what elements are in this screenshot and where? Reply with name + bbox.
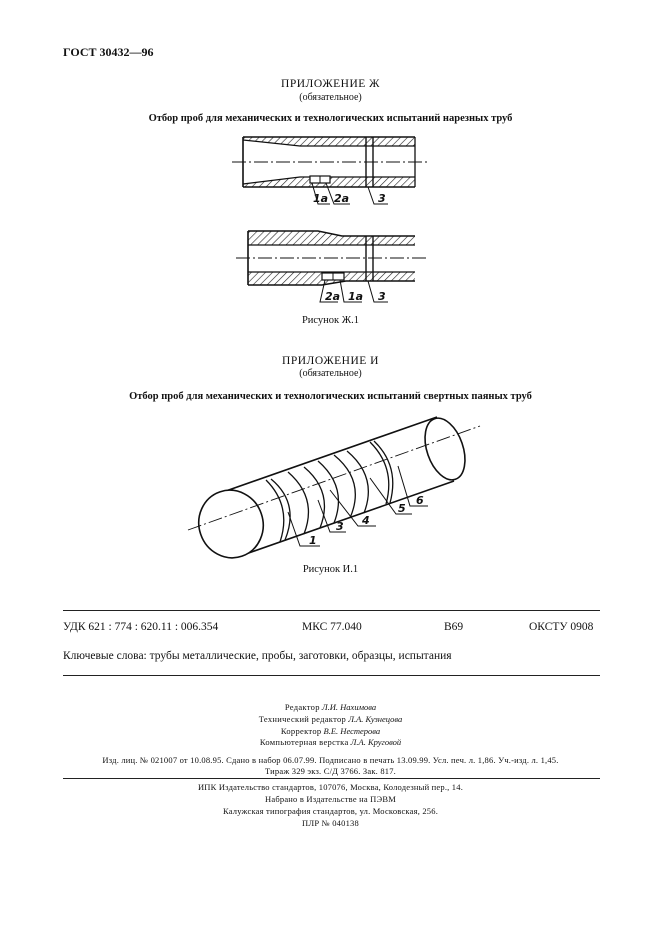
credit-layout: [0, 737, 661, 749]
separator-imprint: [63, 778, 600, 779]
credit-proof-role: Корректор: [280, 726, 322, 736]
figure-zh1-caption: Рисунок Ж.1: [301, 315, 360, 326]
callout-bottom-2a: 2а: [325, 290, 341, 303]
credit-tech-name: Л.А. Кузнецова: [348, 714, 403, 724]
publisher-line-1: ИПК Издательство стандартов, 107076, Москва, Колодезный пер., 14.: [197, 782, 464, 792]
credit-editor: [0, 702, 661, 714]
document-code: ГОСТ 30432—96: [63, 45, 154, 59]
separator-top: [63, 610, 600, 611]
callout-bottom-3: 3: [378, 290, 386, 303]
figure-zh1-top-pipe: [232, 137, 428, 204]
figure-i1-caption: Рисунок И.1: [302, 564, 359, 575]
appendix-i-status: (обязательное): [299, 368, 362, 379]
callout-i-1: 1: [309, 534, 317, 547]
callout-top-3: 3: [378, 192, 386, 205]
callout-i-6: 6: [416, 494, 424, 507]
udk-code: УДК 621 : 774 : 620.11 : 006.354: [63, 621, 219, 633]
appendix-i-title: ПРИЛОЖЕНИЕ И: [282, 355, 379, 367]
appendix-zh-status: (обязательное): [299, 92, 362, 103]
appendix-zh-title: ПРИЛОЖЕНИЕ Ж: [281, 78, 380, 90]
imprint-line-1: Изд. лиц. № 021007 от 10.08.95. Сдано в набор 06.07.99. Подписано в печать 13.09.99. Усл. печ. л. 1,86. Уч.-изд. л. 1,45.: [102, 755, 559, 765]
publisher-line-3: Калужская типография стандартов, ул. Московская, 256.: [222, 806, 439, 816]
appendix-zh-heading: Отбор проб для механических и технологических испытаний нарезных труб: [148, 113, 513, 124]
credit-tech-role: Технический редактор: [258, 714, 347, 724]
credit-layout-role: Компьютерная верстка: [259, 737, 349, 747]
callout-i-5: 5: [398, 502, 406, 515]
credit-tech-editor: [0, 714, 661, 726]
credit-proofreader: [0, 726, 661, 738]
appendix-i-heading: Отбор проб для механических и технологических испытаний свертных паяных труб: [129, 391, 532, 402]
credit-proof-name: В.Е. Нестерова: [323, 726, 381, 736]
callout-top-1a: 1а: [313, 192, 329, 205]
group-code: В69: [444, 621, 464, 633]
credit-editor-name: Л.И. Нахимова: [321, 702, 377, 712]
publisher-line-4: ПЛР № 040138: [302, 818, 359, 828]
separator-bottom: [63, 675, 600, 676]
keywords-line: Ключевые слова: трубы металлические, пробы, заготовки, образцы, испытания: [63, 650, 452, 662]
publisher-line-2: Набрано в Издательстве на ПЭВМ: [265, 794, 396, 804]
mks-code: МКС 77.040: [302, 621, 362, 633]
credit-editor-role: Редактор: [284, 702, 320, 712]
callout-i-4: 4: [362, 514, 370, 527]
callout-top-2a: 2а: [334, 192, 350, 205]
okstu-code: ОКСТУ 0908: [529, 621, 594, 633]
callout-bottom-1a: 1а: [348, 290, 364, 303]
credit-layout-name: Л.А. Круговой: [350, 737, 402, 747]
figure-i1-tube: [188, 413, 480, 567]
imprint-line-2: Тираж 329 экз. С/Д 3766. Зак. 817.: [265, 766, 396, 776]
callout-i-3: 3: [336, 520, 344, 533]
